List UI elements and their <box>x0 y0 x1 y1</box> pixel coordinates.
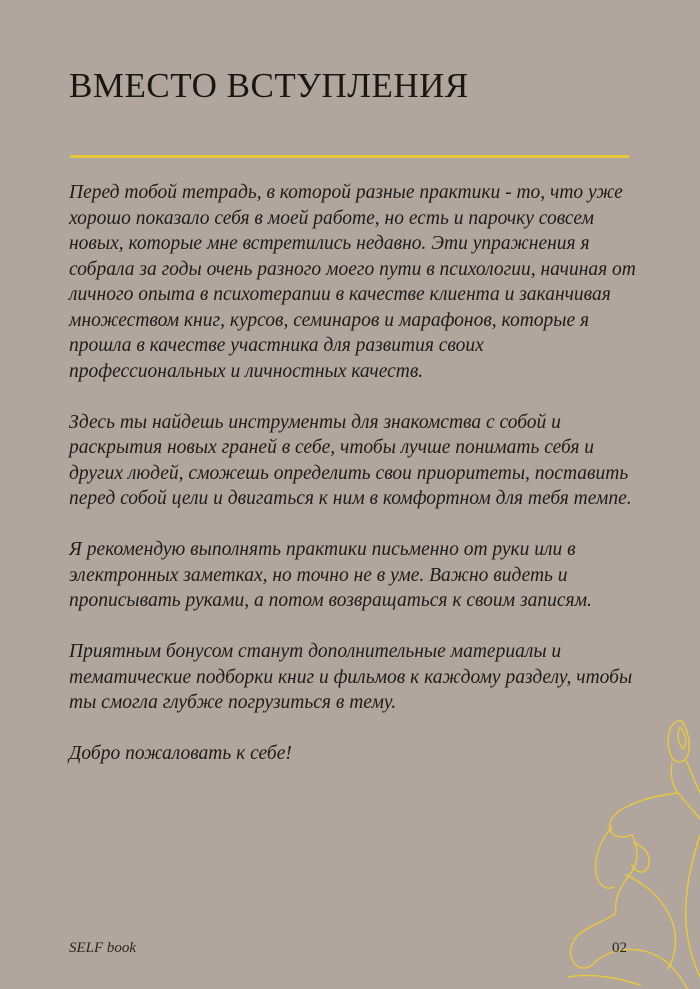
page-title: ВМЕСТО ВСТУПЛЕНИЯ <box>69 66 469 105</box>
footer-brand: SELF book <box>69 940 137 956</box>
paragraph-intro: Перед тобой тетрадь, в которой разные практики - то, что уже хорошо показало себя в моей работе, но есть и парочку совсем новых, которые мне встретились недавно. Эти упражнения я собрала за годы очень разного моего пути в психологии, начиная от личного опыта в психотерапии в качестве клиента и заканчивая множеством книг, курсов, семинаров и марафонов, которые я прошла в качестве участника для развития своих профессиональных и личностных качеств. <box>69 182 636 382</box>
body-text <box>69 180 644 792</box>
page-number: 02 <box>612 940 627 956</box>
paragraph-welcome: Добро пожаловать к себе! <box>69 743 292 764</box>
title-divider <box>70 155 629 158</box>
paragraph-bonus: Приятным бонусом станут дополнительные материалы и тематические подборки книг и фильмов к каждому разделу, чтобы ты смогла глубже погрузиться в тему. <box>69 641 633 713</box>
paragraph-recommendation: Я рекомендую выполнять практики письменно от руки или в электронных заметках, но точно не в уме. Важно видеть и прописывать руками, а потом возвращаться к своим записям. <box>69 539 592 611</box>
woman-line-art-icon <box>560 715 700 989</box>
paragraph-tools: Здесь ты найдешь инструменты для знакомства с собой и раскрытия новых граней в себе, чтобы лучше понимать себя и других людей, сможешь определить свои приоритеты, поставить перед собой цели и двигаться к ним в комфортном для тебя темпе. <box>69 411 632 509</box>
